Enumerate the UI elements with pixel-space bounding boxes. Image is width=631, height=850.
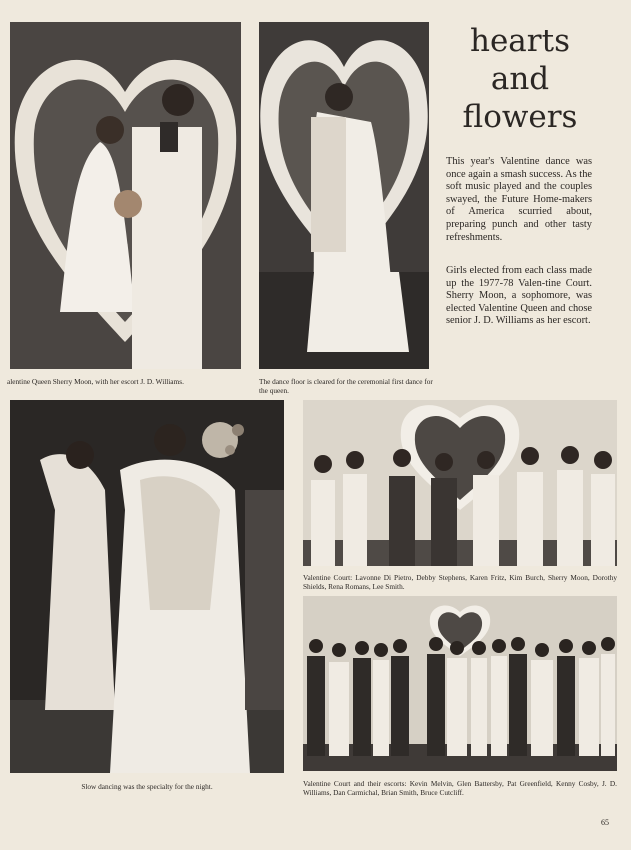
photo-valentine-court	[303, 400, 617, 566]
photo-slow-dancing	[10, 400, 284, 773]
caption-slow-dancing: Slow dancing was the specialty for the night.	[81, 782, 213, 791]
page-number: 65	[601, 818, 609, 827]
caption-dance-floor: The dance floor is cleared for the ceremonial first dance for the queen.	[259, 377, 433, 395]
photo-queen-and-escort	[10, 22, 241, 369]
title-line-1: hearts	[470, 23, 570, 59]
photo-first-dance	[259, 22, 429, 369]
caption-escorts: Valentine Court and their escorts: Kevin Melvin, Glen Battersby, Pat Greenfield, Kenny Cosby, J. D. Williams, Dan Carmichal, Brian Smith, Bruce Cutcliff.	[303, 779, 617, 797]
photo-court-and-escorts	[303, 596, 617, 771]
page-title	[440, 22, 600, 136]
article-paragraph-1: This year's Valentine dance was once again a smash success. As the soft music played and the couples swayed, the Future Home-makers of America scurried about, preparing punch and other tasty refreshments.	[446, 156, 592, 243]
caption-queen-escort: alentine Queen Sherry Moon, with her escort J. D. Williams.	[7, 377, 184, 386]
title-line-2: and	[490, 61, 550, 97]
article-paragraph-2: Girls elected from each class made up the 1977-78 Valen-tine Court. Sherry Moon, a sophomore, was elected Valentine Queen and chose senior J. D. Williams as her escort.	[446, 265, 592, 327]
title-line-3: flowers	[462, 99, 578, 135]
caption-court: Valentine Court: Lavonne Di Pietro, Debby Stephens, Karen Fritz, Kim Burch, Sherry Moon, Dorothy Shields, Rena Romans, Lee Smith.	[303, 573, 617, 591]
